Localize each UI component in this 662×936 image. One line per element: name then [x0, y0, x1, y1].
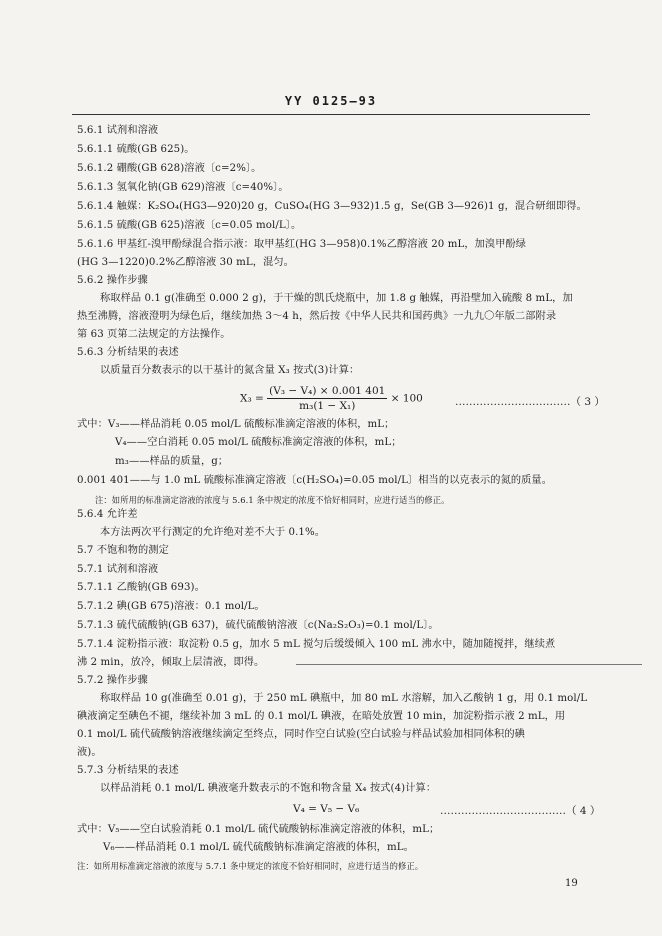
where-v6: V₆——样品消耗 0.1 mol/L 硫代硫酸钠标准滴定溶液的体积，mL。 [103, 842, 414, 853]
item-5-6-1-3: 5.6.1.3 氢氧化钠(GB 629)溶液〔c=40%〕。 [77, 182, 289, 193]
document-header: YY 0125—93 [284, 94, 378, 108]
where-v4: V₄——空白消耗 0.05 mol/L 硫酸标准滴定溶液的体积，mL； [115, 437, 402, 448]
where-v5: 式中：V₅——空白试验消耗 0.1 mol/L 硫代硫酸钠标准滴定溶液的体积，mL； [77, 824, 440, 835]
paragraph-5-6-2-line3: 第 63 页第二法规定的方法操作。 [77, 329, 231, 340]
section-5-7-3-heading: 5.7.3 分析结果的表述 [77, 765, 179, 776]
item-5-6-1-1: 5.6.1.1 硫酸(GB 625)。 [77, 144, 195, 155]
note-1: 注：如所用的标准滴定溶液的浓度与 5.6.1 条中规定的浓度不恰好相同时，应进行适当的修正。 [95, 495, 450, 505]
section-5-6-4-heading: 5.6.4 允许差 [77, 509, 138, 520]
paragraph-5-7-2-line3: 0.1 mol/L 硫代硫酸钠溶液继续滴定至终点，同时作空白试验(空白试验与样品试验加相同体积的碘 [77, 729, 525, 740]
scan-artifact-line [296, 664, 642, 665]
where-constant: 0.001 401——与 1.0 mL 硫酸标准滴定溶液〔c(H₂SO₄)=0.05 mol/L〕相当的以克表示的氮的质量。 [77, 475, 553, 486]
where-v3: 式中：V₃——样品消耗 0.05 mol/L 硫酸标准滴定溶液的体积，mL； [77, 419, 395, 430]
formula-3-denominator: m₃(1 − X₁) [299, 400, 356, 412]
paragraph-5-6-2-line2: 热至沸腾，溶液澄明为绿色后，继续加热 3～4 h，然后按《中华人民共和国药典》一九九〇年版二部附录 [77, 311, 557, 322]
item-5-7-1-4-line2: 沸 2 min，放冷，倾取上层清液，即得。 [77, 657, 265, 668]
formula-3-tail: × 100 [390, 392, 423, 405]
formula-3-lhs: X₃ = [240, 392, 264, 405]
paragraph-5-7-3-line1: 以样品消耗 0.1 mol/L 碘液毫升数表示的不饱和物含量 X₄ 按式(4)计算： [100, 783, 437, 794]
section-5-6-3-heading: 5.6.3 分析结果的表述 [77, 347, 179, 358]
item-5-6-1-6-line2: (HG 3—1220)0.2%乙醇溶液 30 mL，混匀。 [77, 257, 294, 268]
formula-3-fraction [267, 385, 387, 412]
paragraph-5-7-2-line2: 碘液滴定至碘色不褪，继续补加 3 mL 的 0.1 mol/L 碘液，在暗处放置 10 min，加淀粉指示液 2 mL，用 [77, 711, 566, 722]
section-5-7-heading: 5.7 不饱和物的测定 [77, 545, 169, 556]
header-rule [72, 114, 590, 115]
formula-4-number: ………………………………（ 4 ） [440, 805, 601, 817]
item-5-6-1-6-line1: 5.6.1.6 甲基红-溴甲酚绿混合指示液：取甲基红(HG 3—958)0.1%乙醇溶液 20 mL，加溴甲酚绿 [77, 239, 527, 250]
note-2: 注：如所用标准滴定溶液的浓度与 5.7.1 条中规定的浓度不恰好相同时，应进行适当的修正。 [77, 861, 424, 871]
item-5-7-1-3: 5.7.1.3 硫代硫酸钠(GB 637)，硫代硫酸钠溶液〔c(Na₂S₂O₃)=0.1 mol/L〕。 [77, 620, 439, 631]
paragraph-5-7-2-line1: 称取样品 10 g(准确至 0.01 g)，于 250 mL 碘瓶中，加 80 mL 水溶解，加入乙酸钠 1 g，用 0.1 mol/L [100, 693, 588, 704]
formula-3-numerator: (V₃ − V₄) × 0.001 401 [269, 385, 386, 397]
formula-3 [240, 385, 423, 412]
formula-3-number: ……………………………（ 3 ） [455, 396, 605, 408]
section-5-6-2-heading: 5.6.2 操作步骤 [77, 275, 148, 286]
formula-4: V₄ = V₅ − V₆ [293, 803, 360, 815]
page-number: 19 [565, 878, 578, 889]
item-5-7-1-4-line1: 5.7.1.4 淀粉指示液：取淀粉 0.5 g，加水 5 mL 搅匀后缓缓倾入 100 mL 沸水中，随加随搅拌，继续煮 [77, 639, 556, 650]
paragraph-5-7-2-line4: 液)。 [77, 747, 102, 758]
section-5-7-1-heading: 5.7.1 试剂和溶液 [77, 564, 159, 575]
item-5-6-1-2: 5.6.1.2 硼酸(GB 628)溶液〔c=2%〕。 [77, 163, 262, 174]
where-m3: m₃——样品的质量，g； [115, 456, 229, 467]
item-5-6-1-5: 5.6.1.5 硫酸(GB 625)溶液〔c=0.05 mol/L〕。 [77, 220, 302, 231]
item-5-7-1-2: 5.7.1.2 碘(GB 675)溶液：0.1 mol/L。 [77, 601, 265, 612]
section-5-7-2-heading: 5.7.2 操作步骤 [77, 675, 148, 686]
paragraph-5-6-3-line1: 以质量百分数表示的以干基计的氮含量 X₃ 按式(3)计算： [100, 365, 360, 376]
section-5-6-1-heading: 5.6.1 试剂和溶液 [77, 125, 159, 136]
item-5-7-1-1: 5.7.1.1 乙酸钠(GB 693)。 [77, 582, 205, 593]
item-5-6-1-4: 5.6.1.4 触媒：K₂SO₄(HG3—920)20 g，CuSO₄(HG 3—932)1.5 g，Se(GB 3—926)1 g，混合研细即得。 [77, 201, 587, 212]
paragraph-5-6-2-line1: 称取样品 0.1 g(准确至 0.000 2 g)，于干燥的凯氏烧瓶中，加 1.8 g 触媒，再沿壁加入硫酸 8 mL，加 [100, 293, 573, 304]
paragraph-5-6-4: 本方法两次平行测定的允许绝对差不大于 0.1%。 [100, 527, 326, 538]
